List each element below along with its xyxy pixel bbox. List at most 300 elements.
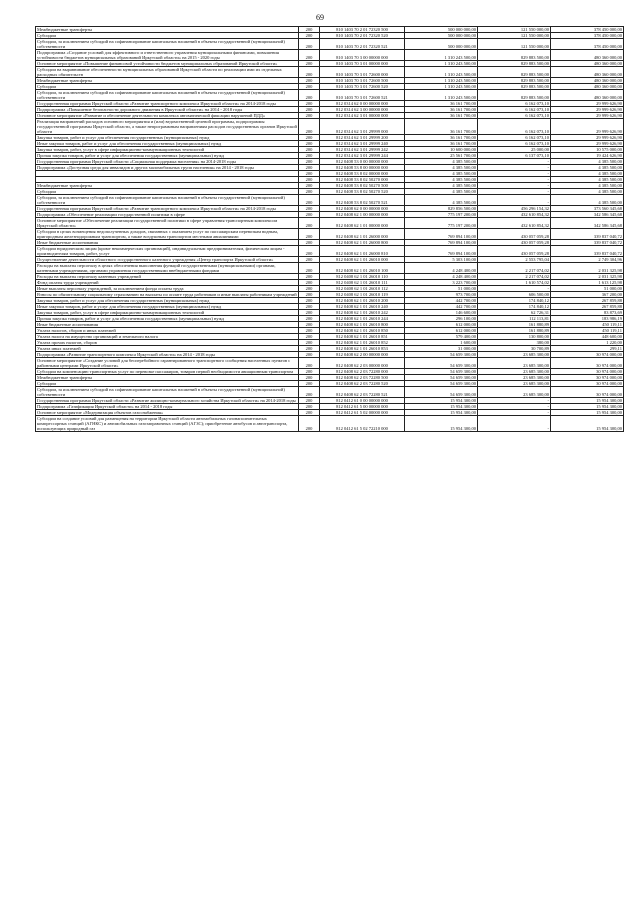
row-approved-cell: 442 700,00: [405, 304, 478, 310]
row-code-b-cell: 812 0408 62 1 01 26010 119: [320, 292, 405, 298]
row-code-b-cell: 812 0314 62 0 00 00000 000: [320, 101, 405, 107]
row-remaining-cell: 29 999 626,90: [551, 107, 624, 113]
row-approved-cell: 1 310 243 500,00: [405, 50, 478, 61]
row-code-a-cell: 200: [299, 334, 320, 340]
row-executed-cell: 121 550 000,00: [478, 39, 551, 50]
row-executed-cell: 161 880,89: [478, 322, 551, 328]
row-approved-cell: 296 100,00: [405, 316, 478, 322]
row-name-cell: Государственная программа Иркутской области «Развитие транспортного комплекса Иркутской области» на 2014-2018 годы: [36, 101, 299, 107]
row-name-cell: Субсидии: [36, 189, 299, 195]
row-remaining-cell: 2 749 304,96: [551, 257, 624, 263]
row-executed-cell: 430 057 059,28: [478, 246, 551, 257]
row-executed-cell: 2 553 795,04: [478, 257, 551, 263]
row-approved-cell: 15 954 300,00: [405, 410, 478, 416]
table-row: [36, 218, 624, 229]
row-code-a-cell: 200: [299, 212, 320, 218]
row-code-a-cell: 200: [299, 410, 320, 416]
row-executed-cell: 130 800,00: [478, 334, 551, 340]
row-code-a-cell: 200: [299, 369, 320, 375]
row-remaining-cell: 450 119,11: [551, 322, 624, 328]
row-code-a-cell: 200: [299, 286, 320, 292]
row-executed-cell: 829 883 500,00: [478, 90, 551, 101]
table-row: [36, 39, 624, 50]
row-remaining-cell: 10 575 000,00: [551, 147, 624, 153]
row-executed-cell: 6 162 073,10: [478, 135, 551, 141]
row-approved-cell: 612 000,00: [405, 322, 478, 328]
row-approved-cell: 442 700,00: [405, 298, 478, 304]
row-name-cell: Иные закупки товаров, работ и услуг для обеспечения государственных (муниципальных) нужд: [36, 141, 299, 147]
row-code-b-cell: 812 0408 53 8 02 50270 520: [320, 189, 405, 195]
row-approved-cell: 36 161 700,00: [405, 101, 478, 107]
row-name-cell: Уплата налогов, сборов и иных платежей: [36, 328, 299, 334]
row-remaining-cell: 378 450 000,00: [551, 33, 624, 39]
row-code-a-cell: 200: [299, 50, 320, 61]
row-executed-cell: 174 840,12: [478, 298, 551, 304]
row-code-a-cell: 200: [299, 78, 320, 84]
row-name-cell: Уплата прочих налогов, сборов: [36, 340, 299, 346]
row-remaining-cell: 30 974 000,00: [551, 358, 624, 369]
row-code-a-cell: 200: [299, 328, 320, 334]
row-executed-cell: 6 162 073,10: [478, 107, 551, 113]
row-name-cell: Государственная программа Иркутской области «Развитие жилищно-коммунального хозяйства Иркутской области» на 2014-2018 годы: [36, 398, 299, 404]
row-code-a-cell: 200: [299, 177, 320, 183]
row-executed-cell: -: [478, 177, 551, 183]
row-approved-cell: 36 161 700,00: [405, 119, 478, 135]
row-approved-cell: 769 894 100,00: [405, 246, 478, 257]
row-name-cell: Межбюджетные трансферты: [36, 183, 299, 189]
row-remaining-cell: 4 385 500,00: [551, 189, 624, 195]
row-approved-cell: 1 310 243 500,00: [405, 90, 478, 101]
row-approved-cell: 1 310 243 500,00: [405, 67, 478, 78]
row-code-b-cell: 812 0408 53 0 00 00000 000: [320, 159, 405, 165]
table-row: [36, 229, 624, 240]
table-row: [36, 50, 624, 61]
row-remaining-cell: 4 385 500,00: [551, 171, 624, 177]
row-code-b-cell: 810 1403 70 3 01 72600 500: [320, 78, 405, 84]
row-code-a-cell: 200: [299, 381, 320, 387]
row-code-b-cell: 810 1403 70 2 01 72320 521: [320, 39, 405, 50]
row-code-b-cell: 812 0408 62 1 01 00000 000: [320, 218, 405, 229]
row-name-cell: Государственная программа Иркутской области «Социальная поддержка населения» на 2014-2018 годы: [36, 159, 299, 165]
row-code-b-cell: 812 0408 62 2 03 72280 520: [320, 381, 405, 387]
row-code-b-cell: 812 0408 53 8 02 50270 500: [320, 183, 405, 189]
row-code-a-cell: 200: [299, 189, 320, 195]
row-remaining-cell: 183 986,19: [551, 316, 624, 322]
row-code-b-cell: 812 0408 62 1 01 26010 200: [320, 298, 405, 304]
row-code-b-cell: 812 0408 62 2 03 72280 521: [320, 387, 405, 398]
row-executed-cell: 829 883 500,00: [478, 78, 551, 84]
row-code-b-cell: 812 0408 62 0 00 00000 000: [320, 206, 405, 212]
row-code-a-cell: 200: [299, 310, 320, 316]
row-approved-cell: 10 600 000,00: [405, 147, 478, 153]
row-name-cell: Иные бюджетные ассигнования: [36, 322, 299, 328]
row-code-a-cell: 200: [299, 61, 320, 67]
row-code-b-cell: 812 0408 53 8 02 00000 000: [320, 171, 405, 177]
row-remaining-cell: 480 360 000,00: [551, 78, 624, 84]
row-name-cell: Основное мероприятие «Обеспечение реализации государственной политики в сфере управления транспортным комплексом Иркутской области»: [36, 218, 299, 229]
row-approved-cell: 36 161 700,00: [405, 135, 478, 141]
row-executed-cell: -: [478, 398, 551, 404]
row-code-a-cell: 200: [299, 159, 320, 165]
row-code-a-cell: 200: [299, 246, 320, 257]
row-executed-cell: 829 883 500,00: [478, 61, 551, 67]
row-code-a-cell: 200: [299, 90, 320, 101]
row-code-a-cell: 200: [299, 316, 320, 322]
row-code-b-cell: 810 1403 70 3 00 00000 000: [320, 50, 405, 61]
row-name-cell: Закупка товаров, работ, услуг в сфере информационно-коммуникационных технологий: [36, 147, 299, 153]
row-name-cell: Фонд оплаты труда учреждений: [36, 280, 299, 286]
row-executed-cell: 456 296 154,32: [478, 206, 551, 212]
row-name-cell: Иные закупки товаров, работ и услуг для обеспечения государственных (муниципальных) нужд: [36, 304, 299, 310]
row-code-b-cell: 812 0408 62 1 01 26010 853: [320, 346, 405, 352]
row-remaining-cell: 367 200,00: [551, 292, 624, 298]
row-remaining-cell: 4 385 500,00: [551, 159, 624, 165]
row-remaining-cell: 339 837 040,72: [551, 229, 624, 240]
row-code-a-cell: 200: [299, 119, 320, 135]
row-code-a-cell: 200: [299, 113, 320, 119]
row-code-b-cell: 812 0314 62 3 01 29999 200: [320, 135, 405, 141]
row-name-cell: Прочая закупка товаров, работ и услуг для обеспечения государственных (муниципальных) нужд: [36, 316, 299, 322]
row-executed-cell: 6 137 073,10: [478, 153, 551, 159]
row-executed-cell: 23 685 300,00: [478, 381, 551, 387]
row-code-b-cell: 810 1403 70 2 01 72320 500: [320, 27, 405, 33]
row-remaining-cell: 15 954 300,00: [551, 416, 624, 432]
row-approved-cell: 769 894 100,00: [405, 229, 478, 240]
row-approved-cell: 54 659 300,00: [405, 369, 478, 375]
row-name-cell: Взносы по обязательному социальному страхованию на выплаты по оплате труда работников и иные выплаты работникам учреждений: [37, 292, 297, 297]
row-remaining-cell: 19 424 626,90: [551, 153, 624, 159]
row-executed-cell: 432 610 854,32: [478, 218, 551, 229]
row-code-b-cell: 810 1403 70 2 01 72320 520: [320, 33, 405, 39]
row-remaining-cell: 1 220,00: [551, 340, 624, 346]
row-name-cell: Основное мероприятие «Развитие и обеспечение деятельности комплекса автоматической фиксации нарушений ПДД»: [36, 113, 299, 119]
row-name-cell: Субсидии, за исключением субсидий на софинансирование капитальных вложений в объекты государственной (муниципальной) собственности: [36, 39, 299, 50]
row-remaining-cell: 339 837 040,72: [551, 246, 624, 257]
row-approved-cell: 4 385 500,00: [405, 177, 478, 183]
row-name-cell: Государственная программа Иркутской области «Развитие транспортного комплекса Иркутской области» на 2014-2018 годы: [36, 206, 299, 212]
row-remaining-cell: 30 974 000,00: [551, 352, 624, 358]
row-code-b-cell: 810 1403 70 3 01 72600 520: [320, 84, 405, 90]
row-name-cell: Субсидии, за исключением субсидий на софинансирование капитальных вложений в объекты государственной (муниципальной) собственности: [36, 90, 299, 101]
row-code-b-cell: 812 0314 62 3 00 00000 000: [320, 107, 405, 113]
row-name-cell: Осуществление деятельности областного государственного казенного учреждения «Центр транспорта Иркутской области»: [36, 257, 299, 263]
row-code-a-cell: 200: [299, 387, 320, 398]
table-row: [36, 358, 624, 369]
row-approved-cell: 4 385 500,00: [405, 165, 478, 171]
row-approved-cell: 54 659 300,00: [405, 387, 478, 398]
row-code-b-cell: 812 0408 62 1 01 26010 240: [320, 304, 405, 310]
row-code-a-cell: 200: [299, 346, 320, 352]
row-name-cell: Основное мероприятие «Повышение финансовой устойчивости бюджетов муниципальных образований Иркутской области»: [36, 61, 299, 67]
table-row: [36, 195, 624, 206]
row-executed-cell: 2 217 074,02: [478, 263, 551, 274]
row-name-cell: Субсидии: [36, 84, 299, 90]
row-name-cell: Межбюджетные трансферты: [36, 27, 299, 33]
row-code-a-cell: 200: [299, 147, 320, 153]
row-code-a-cell: 200: [299, 107, 320, 113]
row-code-b-cell: 810 1403 70 3 01 72600 521: [320, 90, 405, 101]
row-remaining-cell: 29 999 626,90: [551, 141, 624, 147]
row-name-cell: Закупка товаров, работ и услуг для обеспечения государственных (муниципальных) нужд: [36, 135, 299, 141]
row-executed-cell: 23 685 300,00: [478, 358, 551, 369]
row-remaining-cell: 4 385 500,00: [551, 183, 624, 189]
row-code-b-cell: 812 0408 62 1 01 26010 850: [320, 328, 405, 334]
row-approved-cell: 4 248 400,00: [405, 263, 478, 274]
row-executed-cell: 2 217 074,02: [478, 274, 551, 280]
row-approved-cell: 4 385 500,00: [405, 189, 478, 195]
row-code-b-cell: 812 0412 61 5 02 72210 000: [320, 416, 405, 432]
row-approved-cell: 54 659 300,00: [405, 375, 478, 381]
row-code-b-cell: 812 0408 62 2 00 00000 000: [320, 352, 405, 358]
row-executed-cell: 829 883 500,00: [478, 67, 551, 78]
row-executed-cell: 432 610 854,32: [478, 212, 551, 218]
row-approved-cell: 51 000,00: [405, 286, 478, 292]
row-executed-cell: 25 000,00: [478, 147, 551, 153]
row-code-b-cell: 812 0408 62 1 01 26010 800: [320, 322, 405, 328]
row-approved-cell: 4 385 500,00: [405, 183, 478, 189]
budget-table: [35, 26, 624, 432]
table-row: [36, 90, 624, 101]
row-code-a-cell: 200: [299, 240, 320, 246]
row-code-b-cell: 812 0408 53 8 02 50270 521: [320, 195, 405, 206]
row-name-cell: Уплата налога на имущество организаций и земельного налога: [36, 334, 299, 340]
row-remaining-cell: 299,11: [551, 346, 624, 352]
row-code-a-cell: 200: [299, 280, 320, 286]
row-code-a-cell: 200: [299, 218, 320, 229]
row-remaining-cell: 29 999 626,90: [551, 113, 624, 119]
row-executed-cell: -: [478, 195, 551, 206]
row-remaining-cell: 450 119,11: [551, 328, 624, 334]
row-remaining-cell: 339 837 040,72: [551, 240, 624, 246]
row-remaining-cell: 267 859,88: [551, 298, 624, 304]
row-remaining-cell: 4 385 500,00: [551, 195, 624, 206]
row-remaining-cell: 342 586 345,68: [551, 218, 624, 229]
row-approved-cell: 36 161 700,00: [405, 141, 478, 147]
row-approved-cell: 829 856 500,00: [405, 206, 478, 212]
row-executed-cell: -: [478, 165, 551, 171]
row-remaining-cell: 373 560 345,68: [551, 206, 624, 212]
row-approved-cell: 15 954 300,00: [405, 398, 478, 404]
row-name-cell: Закупка товаров, работ и услуг для обеспечения государственных (муниципальных) нужд: [36, 298, 299, 304]
row-approved-cell: 31 000,00: [405, 346, 478, 352]
row-code-a-cell: 200: [299, 257, 320, 263]
row-executed-cell: 1 610 574,02: [478, 280, 551, 286]
row-name-cell: Прочая закупка товаров, работ и услуг для обеспечения государственных (муниципальных) нужд: [36, 153, 299, 159]
row-code-b-cell: 810 1403 70 3 01 72600 000: [320, 67, 405, 78]
row-executed-cell: 6 162 073,10: [478, 101, 551, 107]
row-approved-cell: 1 310 243 500,00: [405, 84, 478, 90]
row-code-b-cell: 812 0408 62 2 03 00000 000: [320, 358, 405, 369]
row-approved-cell: 500 000 000,00: [405, 39, 478, 50]
row-code-b-cell: 812 0408 62 1 01 26010 244: [320, 316, 405, 322]
row-executed-cell: 121 550 000,00: [478, 33, 551, 39]
row-approved-cell: 769 894 100,00: [405, 240, 478, 246]
row-executed-cell: -: [478, 416, 551, 432]
row-executed-cell: 829 883 500,00: [478, 84, 551, 90]
row-name-cell: Субсидии в целях возмещения недополученных доходов, связанных с оказанием услуг по пассажирским перевозкам водным, пригородным железнодорожным транспортом, а также воздушным транспортом местными авиалиниями: [36, 229, 299, 240]
row-code-a-cell: 200: [299, 416, 320, 432]
row-executed-cell: 829 883 500,00: [478, 50, 551, 61]
row-remaining-cell: 480 360 000,00: [551, 90, 624, 101]
row-name-cell: Основное мероприятие «Создание условий для бесперебойного гарантированного транспортного сообщения населенных пунктов с районными центрами Иркутской области»: [36, 358, 299, 369]
table-row: [36, 416, 624, 432]
row-code-b-cell: 812 0408 62 1 01 26010 852: [320, 340, 405, 346]
row-code-a-cell: 200: [299, 352, 320, 358]
row-remaining-cell: 30 974 000,00: [551, 387, 624, 398]
row-name-cell: Субсидии на создание условий для размещения на территории Иркутской области автомобильных газонаполнительных компрессорных станций (АГНКС) и автомобильных газозаправочных станций (АГЗС); приобретение автобусов и автотранспорта, использующих природный газ: [36, 416, 299, 432]
row-name-cell: Субсидии юридическим лицам (кроме некоммерческих организаций), индивидуальным предпринимателям, физическим лицам - производителям товаров, работ, услуг: [36, 246, 299, 257]
row-name-cell: Основное мероприятие «Модернизация объектов газоснабжения»: [36, 410, 299, 416]
row-code-a-cell: 200: [299, 358, 320, 369]
row-approved-cell: 54 659 300,00: [405, 381, 478, 387]
row-code-b-cell: 812 0314 62 3 01 00000 000: [320, 113, 405, 119]
row-executed-cell: 380,00: [478, 340, 551, 346]
row-approved-cell: 3 223 700,00: [405, 280, 478, 286]
row-approved-cell: 15 954 300,00: [405, 416, 478, 432]
row-remaining-cell: 448 600,00: [551, 334, 624, 340]
row-code-b-cell: 812 0408 62 1 01 26010 112: [320, 286, 405, 292]
row-remaining-cell: 15 954 300,00: [551, 410, 624, 416]
row-executed-cell: 23 685 300,00: [478, 369, 551, 375]
row-code-b-cell: 812 0408 62 1 01 26000 810: [320, 246, 405, 257]
row-code-a-cell: 200: [299, 67, 320, 78]
row-code-a-cell: 200: [299, 84, 320, 90]
table-row: [36, 67, 624, 78]
row-approved-cell: 146 600,00: [405, 310, 478, 316]
row-approved-cell: 4 248 400,00: [405, 274, 478, 280]
row-approved-cell: 4 385 500,00: [405, 159, 478, 165]
row-name-cell: Подпрограмма «Повышение безопасности дорожного движения в Иркутской области» на 2014 - 2018 годы: [36, 107, 299, 113]
row-code-a-cell: 200: [299, 33, 320, 39]
row-executed-cell: -: [478, 404, 551, 410]
budget-table-body: [36, 27, 624, 432]
row-code-b-cell: 812 0408 62 1 00 00000 000: [320, 212, 405, 218]
row-executed-cell: -: [478, 171, 551, 177]
row-approved-cell: 54 659 300,00: [405, 358, 478, 369]
row-approved-cell: 500 000 000,00: [405, 27, 478, 33]
row-executed-cell: -: [478, 189, 551, 195]
row-name-cell: Реализация направлений расходов основного мероприятия и (или) ведомственной целевой программы, подпрограммы государственной программы Иркутской области, а также непрограммным направлениям расходов государственных органов Иркутской области: [37, 119, 297, 134]
row-name-cell: Субсидии, за исключением субсидий на софинансирование капитальных вложений в объекты государственной (муниципальной) собственности: [36, 195, 299, 206]
row-executed-cell: 430 057 059,28: [478, 240, 551, 246]
row-executed-cell: 6 162 073,10: [478, 113, 551, 119]
row-remaining-cell: 1 613 125,98: [551, 280, 624, 286]
row-executed-cell: 6 162 073,10: [478, 141, 551, 147]
row-code-b-cell: 812 0408 62 1 01 26010 851: [320, 334, 405, 340]
row-code-b-cell: 812 0408 62 1 01 26000 000: [320, 229, 405, 240]
row-code-a-cell: 200: [299, 322, 320, 328]
row-remaining-cell: 15 954 300,00: [551, 404, 624, 410]
row-name-cell: Подпрограмма «Развитие транспортного комплекса Иркутской области» на 2014 - 2018 годы: [36, 352, 299, 358]
row-remaining-cell: 2 031 325,98: [551, 274, 624, 280]
row-code-a-cell: 200: [299, 165, 320, 171]
row-code-b-cell: 812 0408 62 2 03 72280 000: [320, 369, 405, 375]
row-code-b-cell: 812 0408 62 1 01 26010 110: [320, 274, 405, 280]
row-code-b-cell: 812 0408 62 2 03 72280 500: [320, 375, 405, 381]
row-code-a-cell: 200: [299, 229, 320, 240]
row-code-a-cell: 200: [299, 206, 320, 212]
row-name-cell: Уплата иных платежей: [36, 346, 299, 352]
row-code-b-cell: 812 0408 62 1 01 26010 100: [320, 263, 405, 274]
row-code-b-cell: 810 1403 70 3 01 00000 000: [320, 61, 405, 67]
row-executed-cell: -: [478, 159, 551, 165]
row-name-cell: Иные бюджетные ассигнования: [36, 240, 299, 246]
row-code-a-cell: 200: [299, 375, 320, 381]
row-executed-cell: 6 162 073,10: [478, 119, 551, 135]
row-code-b-cell: 812 0412 61 5 00 00000 000: [320, 404, 405, 410]
row-executed-cell: 23 685 300,00: [478, 375, 551, 381]
row-executed-cell: 62 726,31: [478, 310, 551, 316]
row-executed-cell: 23 685 300,00: [478, 352, 551, 358]
row-approved-cell: 1 310 243 500,00: [405, 78, 478, 84]
row-code-a-cell: 200: [299, 135, 320, 141]
row-remaining-cell: 51 000,00: [551, 286, 624, 292]
row-code-b-cell: 812 0408 62 1 01 26000 800: [320, 240, 405, 246]
row-code-a-cell: 200: [299, 304, 320, 310]
row-code-a-cell: 200: [299, 153, 320, 159]
row-remaining-cell: 378 450 000,00: [551, 39, 624, 50]
row-remaining-cell: 480 360 000,00: [551, 50, 624, 61]
row-remaining-cell: 4 385 500,00: [551, 165, 624, 171]
row-approved-cell: 1 600,00: [405, 340, 478, 346]
row-code-b-cell: 812 0408 62 1 01 26010 111: [320, 280, 405, 286]
row-approved-cell: 500 000 000,00: [405, 33, 478, 39]
row-executed-cell: -: [478, 183, 551, 189]
row-name-cell: Субсидии, за исключением субсидий на софинансирование капитальных вложений в объекты государственной (муниципальной) собственности: [36, 387, 299, 398]
row-remaining-cell: 480 360 000,00: [551, 67, 624, 78]
row-executed-cell: 112 113,81: [478, 316, 551, 322]
row-name-cell: Субсидии: [36, 381, 299, 387]
row-remaining-cell: 480 360 000,00: [551, 61, 624, 67]
row-name-cell: Иные выплаты персоналу учреждений, за исключением фонда оплаты труда: [36, 286, 299, 292]
row-code-b-cell: 812 0412 61 5 02 00000 000: [320, 410, 405, 416]
row-name-cell: Подпрограмма «Газификация Иркутской области» на 2014 - 2018 годы: [36, 404, 299, 410]
row-remaining-cell: 2 031 325,98: [551, 263, 624, 274]
row-approved-cell: 579 400,00: [405, 334, 478, 340]
row-approved-cell: 5 303 100,00: [405, 257, 478, 263]
table-row: [36, 246, 624, 257]
row-code-a-cell: 200: [299, 263, 320, 274]
row-approved-cell: 15 954 300,00: [405, 404, 478, 410]
row-code-b-cell: 812 0408 53 8 02 50270 000: [320, 177, 405, 183]
row-remaining-cell: 480 360 000,00: [551, 84, 624, 90]
row-code-b-cell: 812 0314 62 3 01 29999 000: [320, 119, 405, 135]
row-name-cell: Расходы на выплаты персоналу в целях обеспечения выполнения функций государственными (муниципальными) органами, казенными учреждениями, органами управления государственными внебюджетными фондами: [36, 263, 299, 274]
page-number: 69: [316, 13, 324, 22]
row-approved-cell: 775 197 200,00: [405, 212, 478, 218]
row-code-a-cell: 200: [299, 292, 320, 298]
row-executed-cell: 161 880,89: [478, 328, 551, 334]
row-code-a-cell: 200: [299, 101, 320, 107]
row-code-a-cell: 200: [299, 274, 320, 280]
row-code-b-cell: 812 0408 62 1 01 26010 242: [320, 310, 405, 316]
row-name-cell: Подпрограмма «Обеспечение реализации государственной политики в сфере: [36, 212, 299, 218]
row-code-a-cell: 200: [299, 27, 320, 33]
row-remaining-cell: 267 859,88: [551, 304, 624, 310]
row-approved-cell: 54 659 300,00: [405, 352, 478, 358]
row-executed-cell: 606 500,00: [478, 292, 551, 298]
row-executed-cell: 121 550 000,00: [478, 27, 551, 33]
row-executed-cell: 174 840,12: [478, 304, 551, 310]
row-name-cell: Субсидии на выравнивание обеспеченности муниципальных образований Иркутской области по реализации ими их отдельных расходных обязательств: [36, 67, 299, 78]
row-name-cell: Расходы на выплаты персоналу казенных учреждений: [36, 274, 299, 280]
row-code-b-cell: 812 0408 62 1 01 26010 000: [320, 257, 405, 263]
row-code-b-cell: 812 0408 53 8 00 00000 000: [320, 165, 405, 171]
row-remaining-cell: 342 586 345,68: [551, 212, 624, 218]
row-code-b-cell: 812 0314 62 3 01 29999 242: [320, 147, 405, 153]
row-remaining-cell: 15 954 300,00: [551, 398, 624, 404]
row-name-cell: Закупка товаров, работ, услуг в сфере информационно-коммуникационных технологий: [36, 310, 299, 316]
